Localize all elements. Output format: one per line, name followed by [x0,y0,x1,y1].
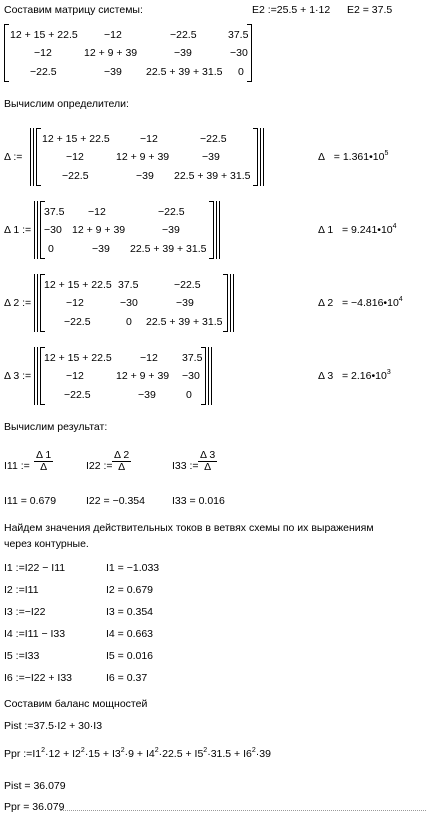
matrix-cell: −22.5 [158,206,185,218]
pist-definition: Pist :=37.5·I2 + 30·I3 [4,720,103,732]
det-result: Δ 2 = $-4.816•10^4$ [318,296,403,309]
branch-current-def: I5 :=I33 [4,650,40,662]
section-heading-matrix: Составим матрицу системы: [4,4,143,16]
matrix-cell: 0 [126,316,132,328]
matrix-cell: 12 + 15 + 22.5 [42,133,110,145]
ppr-value: Ppr = 36.079 [4,801,65,813]
matrix-cell: −12 [66,151,84,163]
matrix-cell: −39 [104,66,122,78]
loop-current-def: I11 := [4,460,30,472]
matrix-cell: −12 [104,29,122,41]
ppr-definition: Ppr $:=I1^2\cdot 12 + I2^2\cdot 15 + I3^2\cdot 9 + I4^2\cdot 22.5 + I5^2\cdot 31.5 + I6^2\cdot 39$ [4,747,271,760]
branch-current-value: I5 = 0.016 [106,650,153,662]
matrix-cell: 0 [238,66,244,78]
e2-value: E2 = 37.5 [347,4,393,16]
matrix-cell: −30 [182,370,200,382]
det-label: Δ 3 := [4,370,32,382]
matrix-cell: −30 [44,224,62,236]
branch-current-def: I2 :=I11 [4,584,39,596]
matrix-cell: 0 [48,243,54,255]
pist-value: Pist = 36.079 [4,780,66,792]
matrix-cell: 12 + 9 + 39 [84,47,138,59]
matrix-cell: −39 [92,243,110,255]
matrix-cell: −22.5 [170,29,197,41]
determinant-delta-1 [34,201,220,259]
matrix-cell: 37.5 [118,279,139,291]
loop-current-value: I22 = −0.354 [86,495,145,507]
system-matrix [4,24,252,82]
matrix-cell: 12 + 9 + 39 [116,370,170,382]
loop-current-def: I22 := [86,460,113,472]
matrix-cell: −12 [140,352,158,364]
loop-current-value: I33 = 0.016 [172,495,225,507]
matrix-cell: −12 [140,133,158,145]
e2-definition: E2 :=25.5 + 1·12 [252,4,331,16]
matrix-cell: 22.5 + 39 + 31.5 [146,66,223,78]
branch-current-def: I4 :=I11 − I33 [4,628,66,640]
matrix-cell: −39 [176,297,194,309]
matrix-cell: −22.5 [200,133,227,145]
fraction: $\frac{\Delta 2}{\Delta}$ [114,449,130,473]
matrix-cell: −39 [202,151,220,163]
matrix-cell: −39 [174,47,192,59]
matrix-cell: −12 [34,47,52,59]
branch-current-value: I3 = 0.354 [106,606,153,618]
matrix-cell: 37.5 [44,206,65,218]
region-divider [60,810,426,811]
matrix-cell: 12 + 9 + 39 [116,151,170,163]
branch-current-value: I4 = 0.663 [106,628,153,640]
determinant-delta-3 [34,347,212,405]
matrix-cell: −22.5 [64,389,91,401]
matrix-cell: 12 + 15 + 22.5 [44,352,112,364]
matrix-cell: 22.5 + 39 + 31.5 [130,243,207,255]
det-label: Δ := [4,151,23,163]
branch-current-def: I1 :=I22 − I11 [4,562,66,574]
matrix-cell: 12 + 15 + 22.5 [44,279,112,291]
branch-current-value: I1 = −1.033 [106,562,160,574]
fraction: $\frac{\Delta 1}{\Delta}$ [36,449,52,473]
bracket-left [4,24,9,82]
det-label: Δ 1 := [4,224,32,236]
fraction: $\frac{\Delta 3}{\Delta}$ [200,449,216,473]
matrix-cell: 37.5 [182,352,203,364]
section-heading-balance: Составим баланс мощностей [4,698,148,710]
matrix-cell: 12 + 15 + 22.5 [10,29,78,41]
matrix-cell: −12 [66,370,84,382]
matrix-cell: −22.5 [62,170,89,182]
matrix-cell: 22.5 + 39 + 31.5 [146,316,223,328]
det-result: Δ 1 = $9.241•10^4$ [318,223,397,236]
section-heading-result: Вычислим результат: [4,421,108,433]
matrix-cell: −39 [138,389,156,401]
matrix-cell: −12 [66,297,84,309]
matrix-cell: −22.5 [64,316,91,328]
matrix-cell: −39 [162,224,180,236]
section-heading-determinants: Вычислим определители: [4,98,129,110]
branch-current-value: I2 = 0.679 [106,584,153,596]
det-label: Δ 2 := [4,297,32,309]
matrix-cell: −22.5 [174,279,201,291]
loop-current-value: I11 = 0.679 [4,495,57,507]
matrix-cell: −30 [120,297,138,309]
matrix-cell: 37.5 [228,29,249,41]
matrix-cell: −12 [88,206,106,218]
matrix-cell: 12 + 9 + 39 [72,224,126,236]
matrix-cell: 22.5 + 39 + 31.5 [174,170,251,182]
branch-current-value: I6 = 0.37 [106,672,148,684]
section-heading-branch-cont: через контурные. [4,538,89,550]
loop-current-def: I33 := [172,460,199,472]
det-result: Δ 3 = $2.16•10^3$ [318,369,391,382]
matrix-cell: −39 [136,170,154,182]
determinant-delta-2 [34,274,234,332]
matrix-cell: −30 [230,47,248,59]
section-heading-branch: Найдем значения действительных токов в ветвях схемы по их выражениям [4,522,374,534]
branch-current-def: I3 :=−I22 [4,606,46,618]
matrix-cell: 0 [186,389,192,401]
branch-current-def: I6 :=−I22 + I33 [4,672,73,684]
determinant-delta [30,128,264,186]
matrix-cell: −22.5 [30,66,57,78]
det-result: Δ = $1.361•10^5$ [318,150,389,163]
